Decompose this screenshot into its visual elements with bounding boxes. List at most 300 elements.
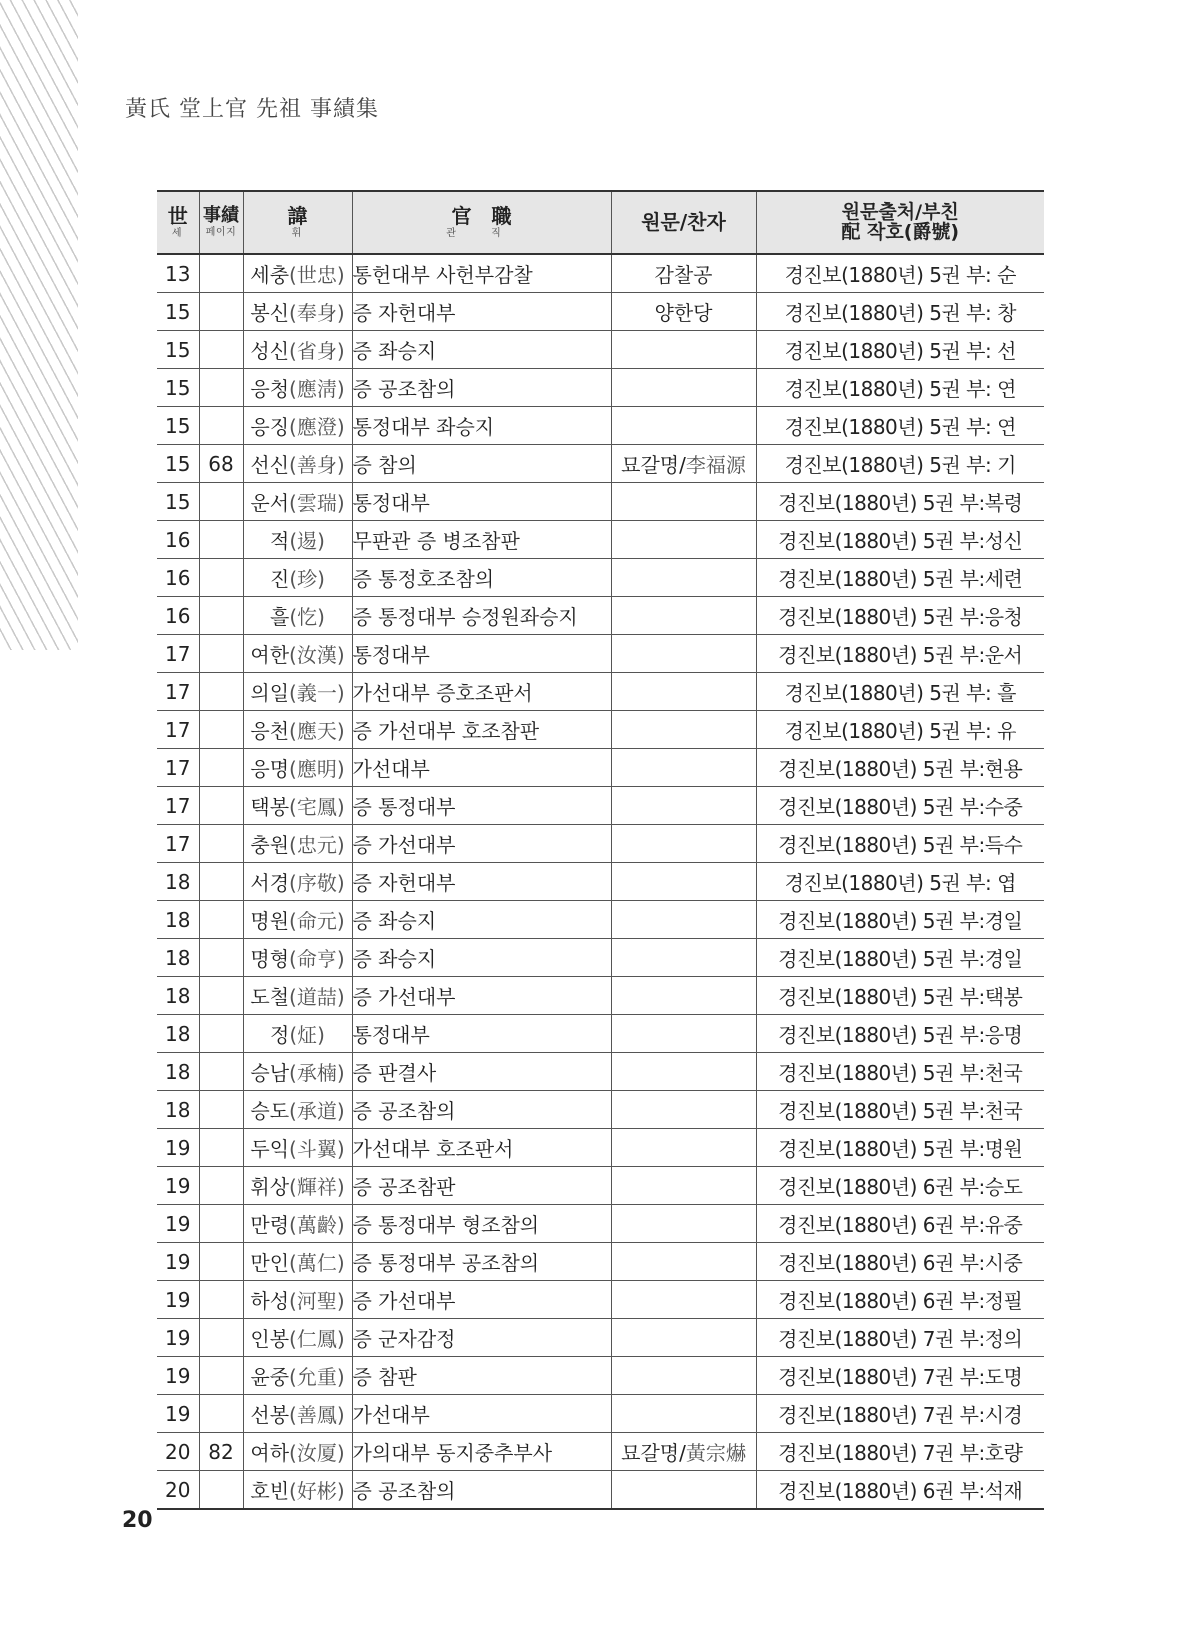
name-hangul: 도철 bbox=[250, 985, 290, 1009]
col-header-author-main: 원문/찬자 bbox=[641, 210, 726, 234]
cell-name bbox=[243, 521, 352, 559]
cell-author bbox=[611, 1015, 756, 1053]
cell-name bbox=[243, 1433, 352, 1471]
cell-source: 경진보(1880년) 5권 부: 흘 bbox=[756, 673, 1044, 711]
cell-source: 경진보(1880년) 5권 부:경일 bbox=[756, 939, 1044, 977]
cell-name bbox=[243, 331, 352, 369]
cell-page bbox=[199, 1243, 243, 1281]
cell-generation: 20 bbox=[157, 1471, 199, 1510]
cell-generation: 15 bbox=[157, 331, 199, 369]
cell-page bbox=[199, 673, 243, 711]
cell-generation: 17 bbox=[157, 825, 199, 863]
cell-official-title: 증 가선대부 bbox=[352, 1281, 611, 1319]
cell-official-title: 증 판결사 bbox=[352, 1053, 611, 1091]
cell-official-title: 증 통정대부 승정원좌승지 bbox=[352, 597, 611, 635]
cell-page bbox=[199, 483, 243, 521]
cell-generation: 18 bbox=[157, 901, 199, 939]
cell-official-title: 통정대부 bbox=[352, 635, 611, 673]
cell-author bbox=[611, 1281, 756, 1319]
col-header-title-main: 官 職 bbox=[451, 203, 512, 228]
col-header-source-line2: 配 작호(爵號) bbox=[841, 220, 960, 243]
name-hanja: (仁鳳) bbox=[289, 1327, 345, 1351]
cell-name bbox=[243, 1471, 352, 1510]
name-hangul: 하성 bbox=[250, 1289, 290, 1313]
cell-author bbox=[611, 901, 756, 939]
cell-official-title: 증 통정대부 공조참의 bbox=[352, 1243, 611, 1281]
cell-page bbox=[199, 521, 243, 559]
cell-official-title: 증 공조참의 bbox=[352, 369, 611, 407]
cell-name bbox=[243, 1319, 352, 1357]
cell-generation: 18 bbox=[157, 939, 199, 977]
cell-page bbox=[199, 407, 243, 445]
col-header-title bbox=[352, 191, 611, 254]
name-hanja: (宅鳳) bbox=[289, 795, 345, 819]
cell-official-title: 증 공조참의 bbox=[352, 1471, 611, 1510]
table-row bbox=[157, 1205, 1044, 1243]
col-header-name-sub: 휘 bbox=[291, 227, 304, 239]
cell-page bbox=[199, 597, 243, 635]
table-row bbox=[157, 939, 1044, 977]
cell-page bbox=[199, 939, 243, 977]
table-row bbox=[157, 673, 1044, 711]
name-hangul: 진 bbox=[270, 567, 290, 591]
name-hanja: (忔) bbox=[289, 605, 325, 629]
cell-generation: 18 bbox=[157, 1015, 199, 1053]
cell-source: 경진보(1880년) 5권 부:응명 bbox=[756, 1015, 1044, 1053]
name-hangul: 만령 bbox=[250, 1213, 290, 1237]
cell-generation: 17 bbox=[157, 787, 199, 825]
cell-source: 경진보(1880년) 5권 부:세련 bbox=[756, 559, 1044, 597]
table-row bbox=[157, 1281, 1044, 1319]
name-hangul: 흘 bbox=[270, 605, 290, 629]
col-header-author bbox=[611, 191, 756, 254]
cell-name bbox=[243, 293, 352, 331]
cell-author bbox=[611, 1357, 756, 1395]
table-header-row bbox=[157, 191, 1044, 254]
cell-page bbox=[199, 1281, 243, 1319]
cell-official-title: 가선대부 증호조판서 bbox=[352, 673, 611, 711]
cell-official-title: 가선대부 bbox=[352, 1395, 611, 1433]
cell-generation: 19 bbox=[157, 1205, 199, 1243]
cell-source: 경진보(1880년) 5권 부: 순 bbox=[756, 254, 1044, 293]
author-text: 감찰공 bbox=[654, 263, 713, 287]
name-hanja: (善身) bbox=[289, 453, 345, 477]
cell-generation: 19 bbox=[157, 1167, 199, 1205]
name-hanja: (珍) bbox=[289, 567, 325, 591]
cell-page bbox=[199, 1395, 243, 1433]
cell-author bbox=[611, 369, 756, 407]
cell-name bbox=[243, 1205, 352, 1243]
table-row bbox=[157, 407, 1044, 445]
name-hangul: 의일 bbox=[250, 681, 290, 705]
cell-generation: 13 bbox=[157, 254, 199, 293]
cell-name bbox=[243, 254, 352, 293]
name-hangul: 선신 bbox=[250, 453, 290, 477]
cell-page bbox=[199, 293, 243, 331]
cell-name bbox=[243, 1053, 352, 1091]
cell-source: 경진보(1880년) 6권 부:정필 bbox=[756, 1281, 1044, 1319]
cell-page bbox=[199, 635, 243, 673]
name-hanja: (奉身) bbox=[289, 301, 345, 325]
name-hanja: (承道) bbox=[289, 1099, 345, 1123]
name-hangul: 인봉 bbox=[250, 1327, 290, 1351]
name-hangul: 여하 bbox=[250, 1441, 290, 1465]
col-header-source bbox=[756, 191, 1044, 254]
name-hangul: 선봉 bbox=[250, 1403, 290, 1427]
cell-author bbox=[611, 1433, 756, 1471]
cell-author bbox=[611, 1129, 756, 1167]
name-hanja: (允重) bbox=[289, 1365, 345, 1389]
cell-name bbox=[243, 1015, 352, 1053]
cell-page bbox=[199, 254, 243, 293]
name-hanja: (省身) bbox=[289, 339, 345, 363]
table-row bbox=[157, 1357, 1044, 1395]
cell-name bbox=[243, 939, 352, 977]
cell-official-title: 증 통정호조참의 bbox=[352, 559, 611, 597]
cell-source: 경진보(1880년) 5권 부:천국 bbox=[756, 1053, 1044, 1091]
cell-source: 경진보(1880년) 5권 부: 유 bbox=[756, 711, 1044, 749]
table-row bbox=[157, 1015, 1044, 1053]
table-body bbox=[157, 254, 1044, 1509]
cell-official-title: 증 좌승지 bbox=[352, 901, 611, 939]
cell-source: 경진보(1880년) 6권 부:시중 bbox=[756, 1243, 1044, 1281]
cell-generation: 16 bbox=[157, 521, 199, 559]
cell-name bbox=[243, 1167, 352, 1205]
cell-source: 경진보(1880년) 5권 부:경일 bbox=[756, 901, 1044, 939]
cell-source: 경진보(1880년) 7권 부:정의 bbox=[756, 1319, 1044, 1357]
name-hanja: (輝祥) bbox=[289, 1175, 345, 1199]
name-hangul: 응청 bbox=[250, 377, 290, 401]
cell-generation: 16 bbox=[157, 597, 199, 635]
cell-official-title: 증 통정대부 bbox=[352, 787, 611, 825]
cell-author bbox=[611, 977, 756, 1015]
cell-source: 경진보(1880년) 6권 부:석재 bbox=[756, 1471, 1044, 1510]
cell-official-title: 증 참판 bbox=[352, 1357, 611, 1395]
cell-page bbox=[199, 787, 243, 825]
genealogy-table bbox=[157, 190, 1044, 1510]
cell-page bbox=[199, 863, 243, 901]
name-hangul: 서경 bbox=[250, 871, 290, 895]
col-header-generation-sub: 세 bbox=[171, 227, 184, 239]
name-hanja: (義一) bbox=[289, 681, 345, 705]
cell-official-title: 증 가선대부 bbox=[352, 977, 611, 1015]
name-hanja: (炡) bbox=[289, 1023, 325, 1047]
name-hanja: (序敬) bbox=[289, 871, 345, 895]
cell-page bbox=[199, 749, 243, 787]
cell-official-title: 가선대부 bbox=[352, 749, 611, 787]
cell-name bbox=[243, 635, 352, 673]
cell-official-title: 증 자헌대부 bbox=[352, 863, 611, 901]
name-hanja: (應明) bbox=[289, 757, 345, 781]
col-header-title-sub: 관 직 bbox=[446, 227, 517, 239]
table-row bbox=[157, 1395, 1044, 1433]
cell-generation: 15 bbox=[157, 483, 199, 521]
name-hangul: 응명 bbox=[250, 757, 290, 781]
col-header-source-line1: 원문출처/부친 bbox=[841, 200, 959, 223]
col-header-name bbox=[243, 191, 352, 254]
cell-page bbox=[199, 369, 243, 407]
author-text: 양한당 bbox=[654, 301, 713, 325]
cell-author bbox=[611, 521, 756, 559]
cell-generation: 18 bbox=[157, 977, 199, 1015]
cell-name bbox=[243, 787, 352, 825]
cell-generation: 19 bbox=[157, 1357, 199, 1395]
table-row bbox=[157, 1471, 1044, 1510]
cell-name bbox=[243, 483, 352, 521]
cell-official-title: 무판관 증 병조참판 bbox=[352, 521, 611, 559]
cell-author bbox=[611, 863, 756, 901]
cell-name bbox=[243, 711, 352, 749]
cell-generation: 18 bbox=[157, 863, 199, 901]
table-row bbox=[157, 825, 1044, 863]
cell-name bbox=[243, 369, 352, 407]
author-text: 묘갈명/ bbox=[621, 1441, 686, 1465]
cell-source: 경진보(1880년) 5권 부:복령 bbox=[756, 483, 1044, 521]
table-row bbox=[157, 597, 1044, 635]
cell-name bbox=[243, 673, 352, 711]
cell-generation: 19 bbox=[157, 1395, 199, 1433]
decorative-stripes bbox=[0, 0, 78, 650]
name-hanja: (命亨) bbox=[289, 947, 345, 971]
cell-official-title: 증 좌승지 bbox=[352, 939, 611, 977]
table-row bbox=[157, 711, 1044, 749]
cell-official-title: 증 통정대부 형조참의 bbox=[352, 1205, 611, 1243]
cell-author bbox=[611, 1395, 756, 1433]
col-header-generation bbox=[157, 191, 199, 254]
name-hangul: 여한 bbox=[250, 643, 290, 667]
cell-page: 82 bbox=[199, 1433, 243, 1471]
table-row bbox=[157, 1319, 1044, 1357]
table-row bbox=[157, 1243, 1044, 1281]
cell-page bbox=[199, 901, 243, 939]
cell-source: 경진보(1880년) 5권 부: 기 bbox=[756, 445, 1044, 483]
cell-official-title: 통정대부 bbox=[352, 483, 611, 521]
cell-page bbox=[199, 1319, 243, 1357]
table-row bbox=[157, 521, 1044, 559]
name-hanja: (應天) bbox=[289, 719, 345, 743]
cell-generation: 20 bbox=[157, 1433, 199, 1471]
name-hangul: 윤중 bbox=[250, 1365, 290, 1389]
cell-source: 경진보(1880년) 7권 부:호량 bbox=[756, 1433, 1044, 1471]
cell-generation: 17 bbox=[157, 635, 199, 673]
cell-generation: 19 bbox=[157, 1319, 199, 1357]
cell-author bbox=[611, 711, 756, 749]
name-hangul: 호빈 bbox=[250, 1479, 290, 1503]
name-hanja: (逷) bbox=[289, 529, 325, 553]
cell-author bbox=[611, 597, 756, 635]
table-row bbox=[157, 445, 1044, 483]
cell-page bbox=[199, 1091, 243, 1129]
cell-source: 경진보(1880년) 5권 부:현용 bbox=[756, 749, 1044, 787]
name-hangul: 충원 bbox=[250, 833, 290, 857]
name-hangul: 세충 bbox=[250, 263, 290, 287]
cell-page bbox=[199, 331, 243, 369]
table-row bbox=[157, 1167, 1044, 1205]
cell-official-title: 가선대부 호조판서 bbox=[352, 1129, 611, 1167]
table-row bbox=[157, 635, 1044, 673]
name-hanja: (汝厦) bbox=[289, 1441, 345, 1465]
cell-source: 경진보(1880년) 5권 부:응청 bbox=[756, 597, 1044, 635]
table-row bbox=[157, 483, 1044, 521]
cell-author bbox=[611, 1205, 756, 1243]
name-hanja: (汝漢) bbox=[289, 643, 345, 667]
cell-source: 경진보(1880년) 5권 부:명원 bbox=[756, 1129, 1044, 1167]
col-header-page bbox=[199, 191, 243, 254]
cell-author bbox=[611, 673, 756, 711]
col-header-page-sub: 페이지 bbox=[205, 226, 237, 238]
name-hangul: 승남 bbox=[250, 1061, 290, 1085]
cell-author bbox=[611, 1053, 756, 1091]
cell-name bbox=[243, 597, 352, 635]
cell-source: 경진보(1880년) 5권 부:택봉 bbox=[756, 977, 1044, 1015]
name-hanja: (忠元) bbox=[289, 833, 345, 857]
table-row bbox=[157, 901, 1044, 939]
cell-author bbox=[611, 331, 756, 369]
name-hanja: (應淸) bbox=[289, 377, 345, 401]
table-row bbox=[157, 293, 1044, 331]
cell-generation: 16 bbox=[157, 559, 199, 597]
name-hanja: (善鳳) bbox=[289, 1403, 345, 1427]
table-row bbox=[157, 977, 1044, 1015]
name-hanja: (萬仁) bbox=[289, 1251, 345, 1275]
cell-author bbox=[611, 254, 756, 293]
cell-page: 68 bbox=[199, 445, 243, 483]
name-hangul: 휘상 bbox=[250, 1175, 290, 1199]
name-hangul: 만인 bbox=[250, 1251, 290, 1275]
name-hangul: 봉신 bbox=[250, 301, 290, 325]
cell-author bbox=[611, 1243, 756, 1281]
table-row bbox=[157, 1433, 1044, 1471]
name-hangul: 적 bbox=[270, 529, 290, 553]
cell-name bbox=[243, 1357, 352, 1395]
cell-author bbox=[611, 559, 756, 597]
cell-name bbox=[243, 1091, 352, 1129]
cell-name bbox=[243, 445, 352, 483]
cell-source: 경진보(1880년) 7권 부:시경 bbox=[756, 1395, 1044, 1433]
cell-source: 경진보(1880년) 5권 부: 엽 bbox=[756, 863, 1044, 901]
cell-name bbox=[243, 901, 352, 939]
name-hanja: (萬齡) bbox=[289, 1213, 345, 1237]
cell-name bbox=[243, 749, 352, 787]
cell-official-title: 통헌대부 사헌부감찰 bbox=[352, 254, 611, 293]
cell-source: 경진보(1880년) 5권 부:천국 bbox=[756, 1091, 1044, 1129]
table-row bbox=[157, 331, 1044, 369]
table-row bbox=[157, 369, 1044, 407]
cell-official-title: 증 공조참판 bbox=[352, 1167, 611, 1205]
cell-source: 경진보(1880년) 5권 부:운서 bbox=[756, 635, 1044, 673]
cell-page bbox=[199, 1129, 243, 1167]
name-hangul: 택봉 bbox=[250, 795, 290, 819]
cell-page bbox=[199, 825, 243, 863]
cell-source: 경진보(1880년) 5권 부: 연 bbox=[756, 407, 1044, 445]
author-hanja: 黃宗爀 bbox=[685, 1441, 746, 1465]
name-hangul: 응징 bbox=[250, 415, 290, 439]
cell-generation: 18 bbox=[157, 1053, 199, 1091]
cell-name bbox=[243, 863, 352, 901]
cell-author bbox=[611, 635, 756, 673]
name-hanja: (承楠) bbox=[289, 1061, 345, 1085]
cell-author bbox=[611, 1167, 756, 1205]
cell-author bbox=[611, 1319, 756, 1357]
cell-author bbox=[611, 1471, 756, 1510]
cell-source: 경진보(1880년) 5권 부: 창 bbox=[756, 293, 1044, 331]
cell-official-title: 증 좌승지 bbox=[352, 331, 611, 369]
cell-official-title: 증 군자감정 bbox=[352, 1319, 611, 1357]
name-hangul: 명원 bbox=[250, 909, 290, 933]
book-title: 黃氏 堂上官 先祖 事績集 bbox=[125, 97, 379, 122]
cell-name bbox=[243, 1281, 352, 1319]
name-hanja: (斗翼) bbox=[289, 1137, 345, 1161]
cell-official-title: 증 자헌대부 bbox=[352, 293, 611, 331]
cell-source: 경진보(1880년) 5권 부: 연 bbox=[756, 369, 1044, 407]
cell-author bbox=[611, 407, 756, 445]
cell-official-title: 증 가선대부 호조참판 bbox=[352, 711, 611, 749]
name-hangul: 승도 bbox=[250, 1099, 290, 1123]
cell-name bbox=[243, 559, 352, 597]
cell-source: 경진보(1880년) 6권 부:승도 bbox=[756, 1167, 1044, 1205]
cell-name bbox=[243, 1243, 352, 1281]
cell-generation: 19 bbox=[157, 1281, 199, 1319]
cell-author bbox=[611, 445, 756, 483]
cell-name bbox=[243, 977, 352, 1015]
cell-name bbox=[243, 407, 352, 445]
cell-author bbox=[611, 749, 756, 787]
cell-source: 경진보(1880년) 5권 부:성신 bbox=[756, 521, 1044, 559]
cell-page bbox=[199, 711, 243, 749]
cell-page bbox=[199, 559, 243, 597]
name-hanja: (好彬) bbox=[289, 1479, 345, 1503]
cell-generation: 17 bbox=[157, 749, 199, 787]
cell-generation: 15 bbox=[157, 407, 199, 445]
cell-official-title: 통정대부 bbox=[352, 1015, 611, 1053]
cell-generation: 19 bbox=[157, 1129, 199, 1167]
name-hangul: 운서 bbox=[250, 491, 290, 515]
cell-official-title: 가의대부 동지중추부사 bbox=[352, 1433, 611, 1471]
page-number: 20 bbox=[122, 1508, 153, 1533]
cell-official-title: 증 공조참의 bbox=[352, 1091, 611, 1129]
author-text: 묘갈명/ bbox=[621, 453, 686, 477]
cell-author bbox=[611, 825, 756, 863]
name-hangul: 두익 bbox=[250, 1137, 290, 1161]
cell-name bbox=[243, 1129, 352, 1167]
cell-page bbox=[199, 1015, 243, 1053]
cell-page bbox=[199, 1167, 243, 1205]
cell-generation: 15 bbox=[157, 445, 199, 483]
cell-generation: 19 bbox=[157, 1243, 199, 1281]
cell-author bbox=[611, 1091, 756, 1129]
cell-author bbox=[611, 787, 756, 825]
cell-page bbox=[199, 1053, 243, 1091]
cell-author bbox=[611, 483, 756, 521]
table-row bbox=[157, 254, 1044, 293]
table-row bbox=[157, 863, 1044, 901]
cell-official-title: 증 가선대부 bbox=[352, 825, 611, 863]
table-row bbox=[157, 1053, 1044, 1091]
cell-author bbox=[611, 293, 756, 331]
cell-page bbox=[199, 977, 243, 1015]
name-hanja: (雲瑞) bbox=[289, 491, 345, 515]
cell-page bbox=[199, 1205, 243, 1243]
cell-page bbox=[199, 1471, 243, 1510]
cell-source: 경진보(1880년) 6권 부:유중 bbox=[756, 1205, 1044, 1243]
cell-source: 경진보(1880년) 5권 부:수중 bbox=[756, 787, 1044, 825]
cell-name bbox=[243, 1395, 352, 1433]
name-hanja: (應澄) bbox=[289, 415, 345, 439]
cell-official-title: 통정대부 좌승지 bbox=[352, 407, 611, 445]
table-row bbox=[157, 749, 1044, 787]
table-row bbox=[157, 1091, 1044, 1129]
cell-name bbox=[243, 825, 352, 863]
